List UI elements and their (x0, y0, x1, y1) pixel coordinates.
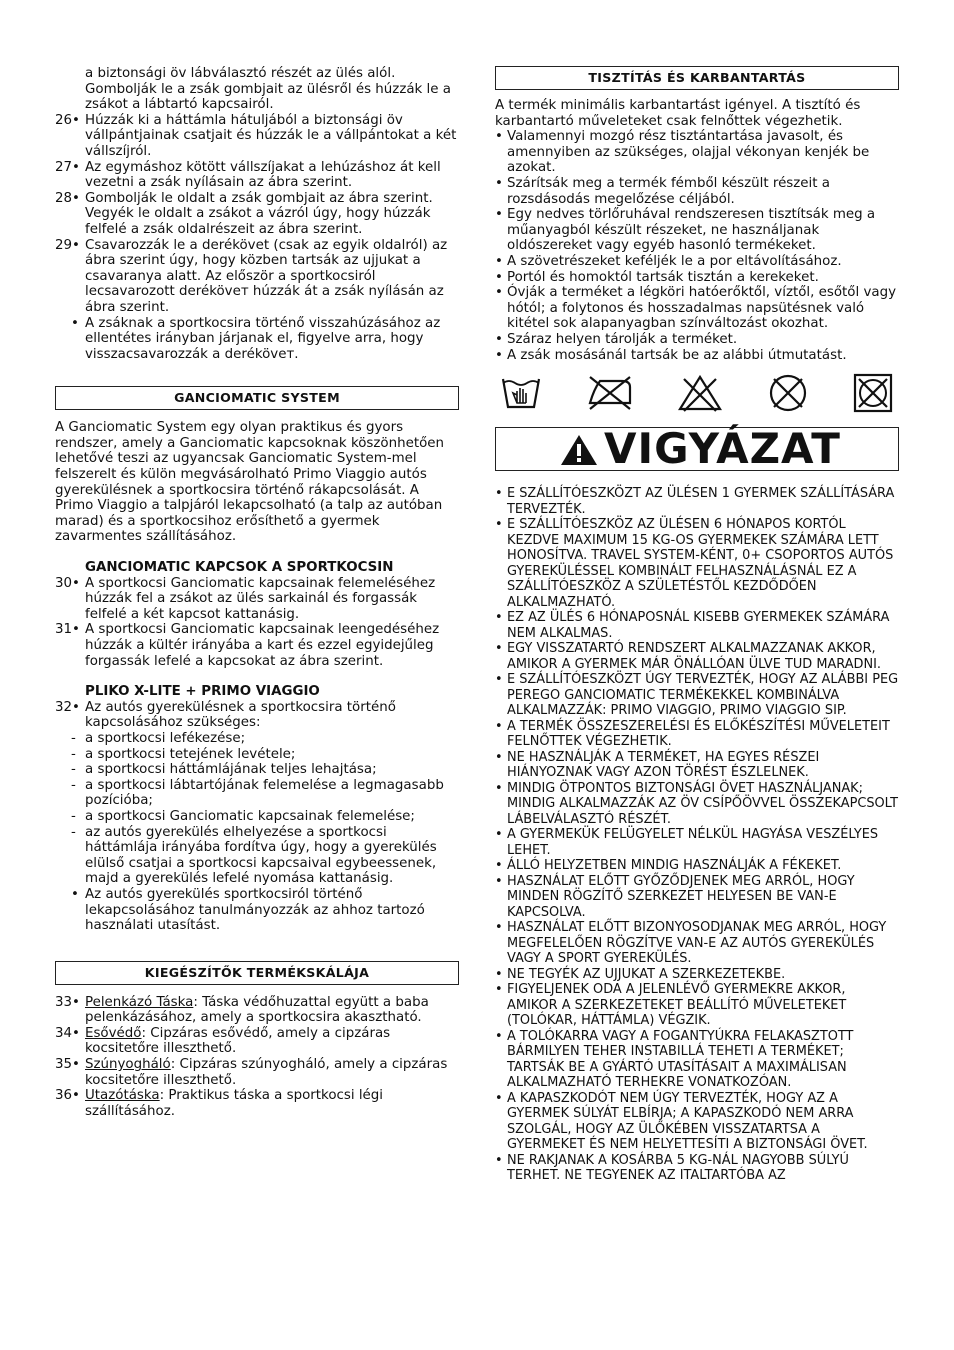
no-dry-clean-icon (851, 373, 895, 413)
dash-item: - a sportkocsi lábtartójának felemelése a legmagasabb pozícióba; (71, 777, 444, 809)
tisztitas-paragraph: A termék minimális karbantartást igényel. A tisztító és karbantartó műveleteket csak felnőttek végezhetik. (495, 98, 861, 129)
subheader-kapcsok: GANCIOMATIC KAPCSOK A SPORTKOCSIN (85, 560, 394, 576)
accessory-34: 34• Esővédő: Cipzáras esővédő, amely a cipzáras kocsitetőre illeszthető. (55, 1025, 391, 1057)
warning-item: • E SZÁLLÍTÓESZKÖZ AZ ÜLÉSEN 6 HÓNAPOS KORTÓL KEZDVE MAXIMUM 15 KG-OS GYERMEKEK SZÁMÁRA LETT HONOSÍTVA. TRAVEL SYSTEM-KÉNT, 0+ CSOPORTOS AUTÓS GYEREKÜLÉSSEL KOMBINÁLT FELHASZNÁLÁSNÁL EZ A SZÁLLÍTÓESZKÖZ A SZÜLETÉSTŐL KEZDŐDŐEN ALKALMAZHATÓ. (495, 517, 894, 610)
section-header-kiegeszitok: KIEGÉSZÍTŐK TERMÉKSKÁLÁJA (55, 961, 459, 985)
care-item: • Valamennyi mozgó rész tisztántartása javasolt, és amennyiben az szükséges, olajjal vékonyan kenjék be azokat. (495, 129, 870, 176)
warning-item: • A KAPASZKODÓT NEM ÚGY TERVEZTÉK, HOGY AZ A GYERMEK SÚLYÁT ELBÍRJA; A KAPASZKODÓ NEM ARRA SZOLGÁL, HOGY AZ ÜLŐKÉBEN VISSZATARTSA A GYERMEKET ÉS NEM HELYETTESÍTI A BIZTONSÁGI ÖVET. (495, 1090, 868, 1153)
care-item: • Szárítsák meg a termék fémből készült részeit a rozsdásodás megelőzése céljából. (495, 175, 830, 207)
ganciomatic-paragraph: A Ganciomatic System egy olyan praktikus és gyors rendszer, amely a Ganciomatic kapcsoknak köszönhetően lehetővé teszi az ugyancsak Ganciomatic System-mel felszerelt és külön megvásárolható Primo Viaggio autós gyerekülésnek a sportkocsira történő rákapcsolását. A Primo Viaggio a talpjáról lekapcsolható (a talp az autóban marad) és a sportkocsihoz erősíthető a gyermek zavarmentes szállításához. (55, 420, 444, 545)
warning-item: • A GYERMEKÜK FELÜGYELET NÉLKÜL HAGYÁSA VESZÉLYES LEHET. (495, 827, 879, 858)
step-32: 32• Az autós gyerekülésnek a sportkocsira történő kapcsolásához szükséges: (55, 699, 396, 731)
care-symbols (495, 371, 899, 415)
dash-item: - a sportkocsi tetejének levétele; (71, 746, 296, 762)
subheader-pliko: PLIKO X-LITE + PRIMO VIAGGIO (85, 684, 320, 700)
care-item: • Egy nedves törlőruhával rendszeresen tisztítsák meg a műanyagból készült részeket, ne használjanak oldószereket vagy egyéb hasonló termékeket. (495, 207, 876, 254)
section-header-ganciomatic: GANCIOMATIC SYSTEM (55, 386, 459, 410)
accessory-33: 33• Pelenkázó Táska: Táska védőhuzattal együtt a baba pelenkázásához, amely a sportkocsira akasztható. (55, 994, 429, 1026)
step-31: 31• A sportkocsi Ganciomatic kapcsainak leengedéséhez húzzák a kültér irányába a kart és ezzel egyidejűleg forgassák lefelé a kapcsokat az ábra szerint. (55, 622, 440, 669)
warning-item: • EGY VISSZATARTÓ RENDSZERT ALKALMAZZANAK AKKOR, AMIKOR A GYERMEK MÁR ÖNÁLLÓAN ÜLVE TUD MARADNI. (495, 641, 881, 672)
care-item: • Száraz helyen tárolják a terméket. (495, 331, 738, 347)
care-item: • Óvják a terméket a légköri hatóerőktől, víztől, esőtől vagy hótól; a folytonos és hosszadalmas napsütésnek való kitétel sok alapanyagban színváltozást okozhat. (495, 285, 897, 332)
step-32-note: • Az autós gyerekülés sportkocsiról történő lekapcsolásához tanulmányozzák az ahhoz tartozó használati utasítást. (71, 886, 425, 934)
hand-wash-icon (499, 373, 543, 413)
right-column (495, 66, 899, 1184)
step-29: 29• Csavarozzák le a derékövet (csak az egyik oldalról) az ábra szerint úgy, hogy közben tartsák az ujjukat a csavaranya alatt. Az először a sportkocsiról lecsavarozott deréköveт húzzák át a zsák nyílásán az ábra szerint. (55, 237, 448, 315)
warning-title: VIGYÁZAT (604, 424, 841, 474)
warning-item: • FIGYELJENEK ODA A JELENLÉVŐ GYERMEKRE AKKOR, AMIKOR A SZERKEZETEKET BEÁLLÍTÓ MŰVELETEKET (TOLÓKAR, HÁTTÁMLA) VÉGZIK. (495, 982, 847, 1029)
warning-item: • EZ AZ ÜLÉS 6 HÓNAPOSNÁL KISEBB GYERMEKEK SZÁMÁRA NEM ALKALMAS. (495, 610, 890, 641)
warning-item: • MINDIG ÖTPONTOS BIZTONSÁGI ÖVET HASZNÁLJANAK; MINDIG ALKALMAZZÁK AZ ÖV CSÍPŐÖVVEL ÖSSZEKAPCSOLT LÁBELVÁLASZTÓ RÉSZÉT. (495, 780, 898, 827)
warning-item: • NE HASZNÁLJÁK A TERMÉKET, HA EGYES RÉSZEI HIÁNYOZNAK VAGY AZON TÖRÉST ÉSZLELNEK. (495, 749, 820, 781)
warning-triangle-icon (560, 434, 598, 466)
step-28: 28• Gombolják le oldalt a zsák gombjait az ábra szerint. Vegyék le oldalt a zsákot a vázról úgy, hogy húzzák felfelé a zsák oldalrészeit az ábra szerint. (55, 190, 433, 237)
dash-item: - a sportkocsi háttámlájának teljes lehajtása; (71, 762, 377, 778)
warning-item: • HASZNÁLAT ELŐTT BIZONYOSODJANAK MEG ARRÓL, HOGY MEGFELELŐEN RÖGZÍTVE VAN-E AZ AUTÓS GYEREKÜLÉS VAGY A SPORT GYEREKÜLÉS. (495, 920, 887, 967)
warning-list (495, 486, 899, 1184)
paragraph-continued: a biztonsági öv lábválasztó részét az ülés alól. Gombolják le a zsák gombjait az ülésről és húzzák le a zsákot a lábtartó kapcsairól. (85, 66, 451, 113)
no-iron-icon (584, 373, 636, 413)
dash-item: - az autós gyerekülés elhelyezése a sportkocsi háttámlája irányába fordítva úgy, hogy a gyerekülés elülső csatjai a sportkocsi kapcsaival egybeessenek, majd a gyerekülés lefelé nyomása kattanásig. (71, 824, 437, 887)
care-item: • A szövetrészeket keféljék le a por eltávolításához. (495, 253, 842, 269)
warning-item: • ÁLLÓ HELYZETBEN MINDIG HASZNÁLJÁK A FÉKEKET. (495, 858, 842, 874)
warning-item: • E SZÁLLÍTÓESZKÖZT AZ ÜLÉSEN 1 GYERMEK SZÁLLÍTÁSÁRA TERVEZTÉK. (495, 486, 895, 517)
step-29-note: • A zsáknak a sportkocsira történő visszahúzásához az ellentétes irányban járjanak el, figyelve arra, hogy visszacsavarozzák a deréköveт. (71, 315, 441, 362)
care-item: • Portól és homoktól tartsák tisztán a kerekeket. (495, 269, 819, 285)
warning-item: • A TERMÉK ÖSSZESZERELÉSI ÉS ELŐKÉSZÍTÉSI MŰVELETEIT FELNŐTTEK VÉGEZHETIK. (495, 718, 890, 750)
accessory-36: 36• Utazótáska: Praktikus táska a sportkocsi légi szállításához. (55, 1088, 384, 1119)
no-tumble-dry-icon (765, 373, 811, 413)
accessory-35: 35• Szúnyogháló: Cipzáras szúnyogháló, amely a cipzáras kocsitetőre illeszthető. (55, 1057, 448, 1088)
warning-item: • NE RAKJANAK A KOSÁRBA 5 KG-NÁL NAGYOBB SÚLYÚ TERHET. NE TEGYENEK AZ ITALTARTÓBA AZ (495, 1152, 849, 1184)
no-bleach-icon (676, 373, 724, 413)
warning-item: • A TOLÓKARRA VAGY A FOGANTYÚKRA FELAKASZTOTT BÁRMILYEN TEHER INSTABILLÁ TEHETI A TERMÉKET; TARTSÁK BE A GYÁRTÓ UTASÍTÁSAIT A MAXIMÁLISAN ALKALMAZHATÓ TERHEKRE VONATKOZÓAN. (495, 1028, 854, 1091)
dash-item: - a sportkocsi Ganciomatic kapcsainak felemelése; (71, 808, 415, 824)
step-26: 26• Húzzák ki a háttámla hátuljából a biztonsági öv vállpántjainak csatjait és húzzák le a vállpántokat a két vállszíjról. (55, 112, 457, 159)
warning-banner (495, 424, 899, 474)
section-header-tisztitas: TISZTÍTÁS ÉS KARBANTARTÁS (495, 66, 899, 90)
step-30: 30• A sportkocsi Ganciomatic kapcsainak felemeléséhez húzzák fel a zsákot az ülés sarkainál és forgassák felfelé a két kapcsot kattanásig. (55, 575, 436, 622)
warning-item: • HASZNÁLAT ELŐTT GYŐZŐDJENEK MEG ARRÓL, HOGY MINDEN RÖGZÍTŐ SZERKEZET HELYESEN BE VAN-E KAPCSOLVA. (495, 873, 855, 920)
warning-item: • NE TEGYÉK AZ UJJUKAT A SZERKEZETEKBE. (495, 966, 786, 982)
step-27: 27• Az egymáshoz kötött vállszíjakat a lehúzáshoz át kell vezetni a zsák nyílásain az ábra szerint. (55, 159, 441, 191)
warning-item: • E SZÁLLÍTÓESZKÖZT ÚGY TERVEZTÉK, HOGY AZ ALÁBBI PEG PEREGO GANCIOMATIC TERMÉKEKKEL KOMBINÁLVA ALKALMAZZÁK: PRIMO VIAGGIO, PRIMO VIAGGIO SIP. (495, 672, 899, 719)
dash-item: - a sportkocsi lefékezése; (71, 730, 246, 746)
care-item: • A zsák mosásánál tartsák be az alábbi útmutatást. (495, 347, 847, 363)
left-column (55, 66, 459, 1119)
